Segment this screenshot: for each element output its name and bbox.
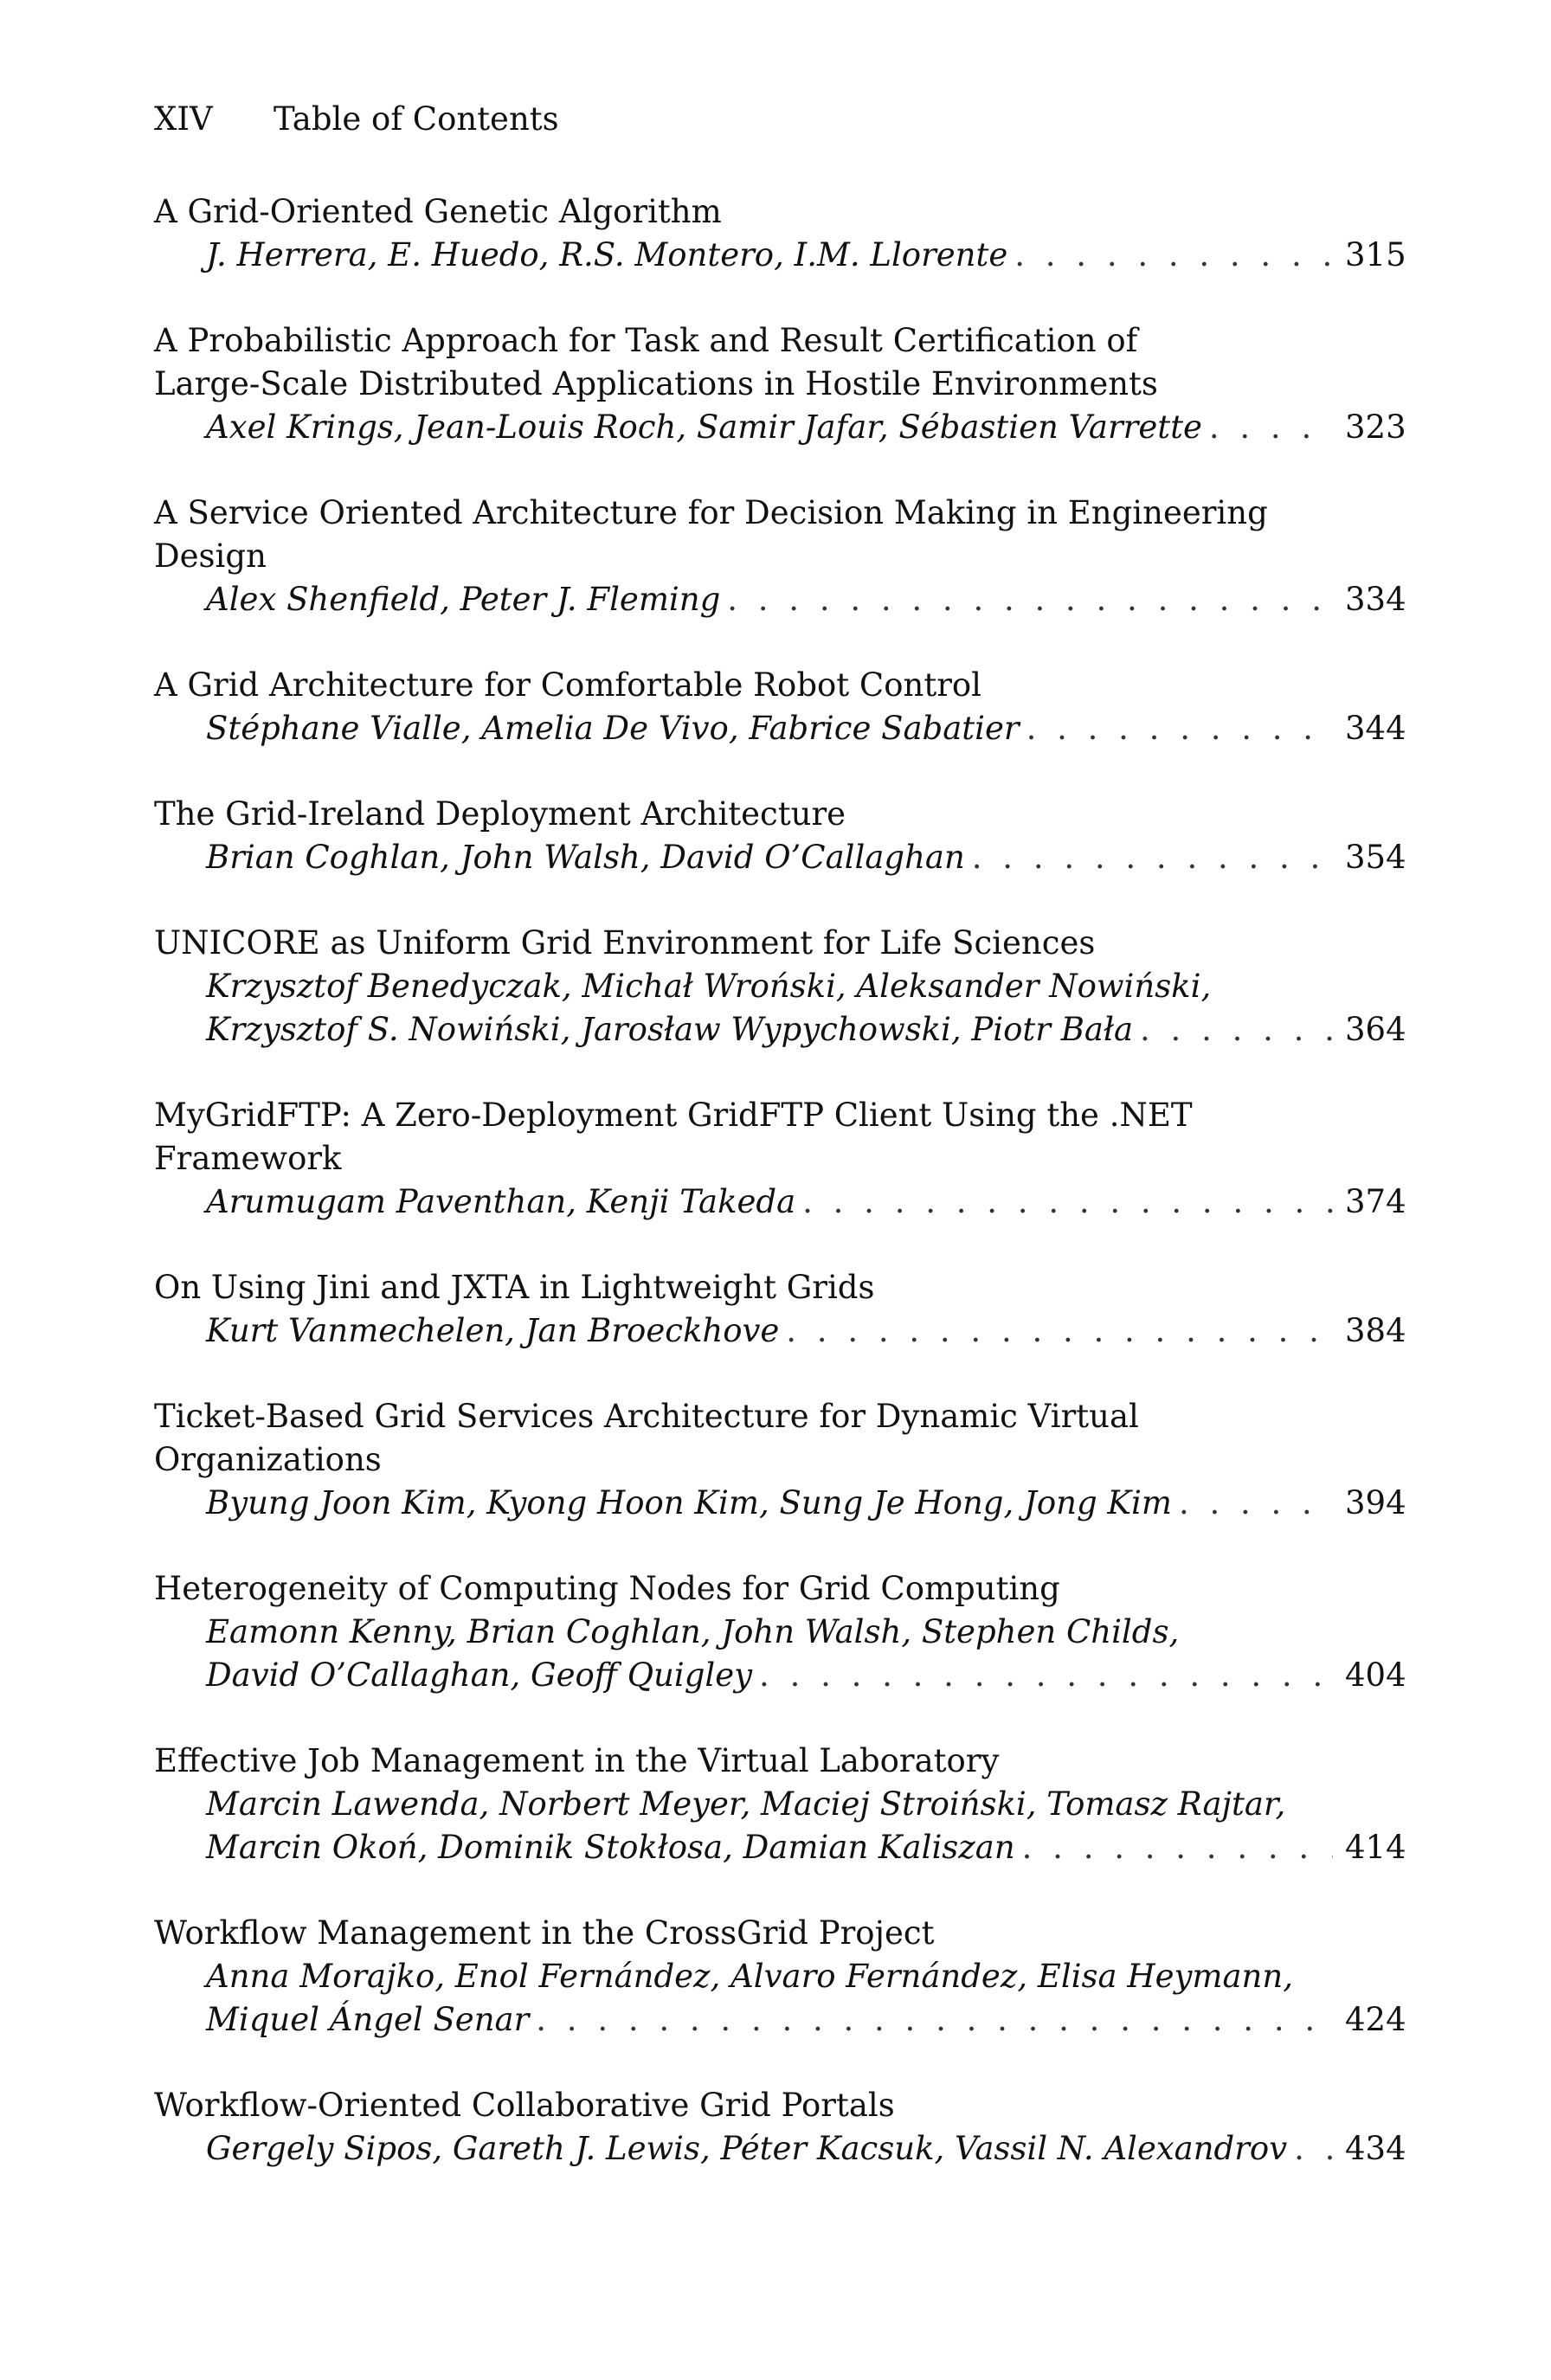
entry-title-line: On Using Jini and JXTA in Lightweight Grids bbox=[154, 1269, 875, 1306]
entry-author-row bbox=[154, 1826, 1406, 1869]
entry-author-row bbox=[154, 1654, 1406, 1697]
entry-authors: David O’Callaghan, Geoff Quigley bbox=[206, 1656, 753, 1694]
entry-page-number: 414 bbox=[1345, 1829, 1406, 1866]
entry-page-number: 344 bbox=[1345, 710, 1406, 747]
entry-page-number: 394 bbox=[1345, 1484, 1406, 1521]
dot-leader bbox=[802, 1180, 1333, 1224]
entry-page-number: 374 bbox=[1345, 1183, 1406, 1220]
dot-leader bbox=[972, 836, 1333, 879]
entry-authors: Marcin Okoń, Dominik Stokłosa, Damian Kaliszan bbox=[206, 1829, 1015, 1866]
entry-authors: Axel Krings, Jean-Louis Roch, Samir Jafar, Sébastien Varrette bbox=[206, 408, 1202, 446]
entry-author-row bbox=[154, 234, 1406, 277]
toc-entry bbox=[154, 319, 1406, 449]
entry-page-number: 424 bbox=[1345, 2001, 1406, 2038]
entry-title-line: A Grid-Oriented Genetic Algorithm bbox=[154, 193, 722, 230]
toc-entry bbox=[154, 922, 1406, 1052]
toc-entry bbox=[154, 2084, 1406, 2171]
entry-authors: Alex Shenfield, Peter J. Fleming bbox=[206, 581, 721, 618]
dot-leader bbox=[1140, 1008, 1333, 1052]
entry-page-number: 323 bbox=[1345, 408, 1406, 446]
entry-title-line: Workflow Management in the CrossGrid Project bbox=[154, 1914, 935, 1952]
entry-title-line: Effective Job Management in the Virtual Laboratory bbox=[154, 1742, 1000, 1779]
entry-author-row bbox=[154, 707, 1406, 750]
dot-leader bbox=[759, 1654, 1333, 1697]
toc-entry bbox=[154, 492, 1406, 621]
toc-entry bbox=[154, 1912, 1406, 2042]
entry-page-number: 434 bbox=[1345, 2130, 1406, 2167]
entry-title-line: Design bbox=[154, 537, 267, 575]
entry-title-line: UNICORE as Uniform Grid Environment for Life Sciences bbox=[154, 924, 1096, 962]
dot-leader bbox=[1014, 234, 1333, 277]
entry-author-row bbox=[154, 406, 1406, 449]
entry-authors-line: Eamonn Kenny, Brian Coghlan, John Walsh, Stephen Childs, bbox=[206, 1613, 1180, 1650]
entry-authors: Brian Coghlan, John Walsh, David O’Callaghan bbox=[206, 839, 965, 876]
entry-authors: J. Herrera, E. Huedo, R.S. Montero, I.M. Llorente bbox=[206, 236, 1008, 273]
toc-entry bbox=[154, 1094, 1406, 1224]
entry-title-line: Ticket-Based Grid Services Architecture for Dynamic Virtual bbox=[154, 1398, 1139, 1435]
entry-author-row bbox=[154, 1998, 1406, 2042]
entry-page-number: 364 bbox=[1345, 1011, 1406, 1048]
entry-title-line: Organizations bbox=[154, 1441, 382, 1478]
entry-title-line: Framework bbox=[154, 1140, 342, 1177]
entry-title-line: A Service Oriented Architecture for Decision Making in Engineering bbox=[154, 494, 1268, 531]
toc-entry bbox=[154, 1395, 1406, 1525]
entry-authors: Arumugam Paventhan, Kenji Takeda bbox=[206, 1183, 796, 1220]
entry-author-row bbox=[154, 2127, 1406, 2171]
entry-title-line: A Grid Architecture for Comfortable Robot Control bbox=[154, 666, 981, 704]
entry-authors: Stéphane Vialle, Amelia De Vivo, Fabrice Sabatier bbox=[206, 710, 1020, 747]
entry-author-row bbox=[154, 836, 1406, 879]
entry-title-line: MyGridFTP: A Zero-Deployment GridFTP Client Using the .NET bbox=[154, 1097, 1193, 1134]
entry-authors: Kurt Vanmechelen, Jan Broeckhove bbox=[206, 1312, 780, 1349]
entry-author-row bbox=[154, 1482, 1406, 1525]
running-title: Table of Contents bbox=[274, 100, 559, 138]
dot-leader bbox=[1209, 406, 1333, 449]
entry-authors-line: Marcin Lawenda, Norbert Meyer, Maciej Stroiński, Tomasz Rajtar, bbox=[206, 1785, 1286, 1823]
entry-authors: Gergely Sipos, Gareth J. Lewis, Péter Kacsuk, Vassil N. Alexandrov bbox=[206, 2130, 1288, 2167]
entry-title-line: Workflow-Oriented Collaborative Grid Portals bbox=[154, 2087, 895, 2124]
toc-page bbox=[154, 97, 1406, 2213]
entry-page-number: 354 bbox=[1345, 839, 1406, 876]
entry-title-line: A Probabilistic Approach for Task and Result Certification of bbox=[154, 322, 1138, 359]
toc-entry bbox=[154, 1266, 1406, 1353]
dot-leader bbox=[536, 1998, 1333, 2042]
entry-authors: Miquel Ángel Senar bbox=[206, 2001, 530, 2038]
entry-page-number: 384 bbox=[1345, 1312, 1406, 1349]
toc-entry bbox=[154, 1567, 1406, 1697]
toc-entry bbox=[154, 664, 1406, 750]
entry-page-number: 315 bbox=[1345, 236, 1406, 273]
entry-author-row bbox=[154, 578, 1406, 621]
entry-authors: Krzysztof S. Nowiński, Jarosław Wypychowski, Piotr Bała bbox=[206, 1011, 1134, 1048]
entry-authors-line: Krzysztof Benedyczak, Michał Wroński, Aleksander Nowiński, bbox=[206, 968, 1212, 1005]
entry-title-line: Large-Scale Distributed Applications in Hostile Environments bbox=[154, 365, 1158, 402]
entry-page-number: 404 bbox=[1345, 1656, 1406, 1694]
running-head bbox=[154, 97, 1400, 142]
dot-leader bbox=[1179, 1482, 1333, 1525]
entry-author-row bbox=[154, 1309, 1406, 1353]
dot-leader bbox=[786, 1309, 1333, 1353]
entry-authors-line: Anna Morajko, Enol Fernández, Alvaro Fernández, Elisa Heymann, bbox=[206, 1958, 1293, 1995]
page-number: XIV bbox=[154, 100, 213, 138]
entry-page-number: 334 bbox=[1345, 581, 1406, 618]
toc-entry bbox=[154, 190, 1406, 277]
dot-leader bbox=[727, 578, 1333, 621]
entry-authors: Byung Joon Kim, Kyong Hoon Kim, Sung Je Hong, Jong Kim bbox=[206, 1484, 1172, 1521]
entry-author-row bbox=[154, 1180, 1406, 1224]
entry-title-line: Heterogeneity of Computing Nodes for Grid Computing bbox=[154, 1570, 1060, 1607]
toc-entry bbox=[154, 1740, 1406, 1869]
entry-title-line: The Grid-Ireland Deployment Architecture bbox=[154, 795, 846, 833]
dot-leader bbox=[1294, 2127, 1333, 2171]
dot-leader bbox=[1026, 707, 1333, 750]
dot-leader bbox=[1022, 1826, 1333, 1869]
toc-entries bbox=[154, 190, 1406, 2171]
toc-entry bbox=[154, 793, 1406, 879]
entry-author-row bbox=[154, 1008, 1406, 1052]
